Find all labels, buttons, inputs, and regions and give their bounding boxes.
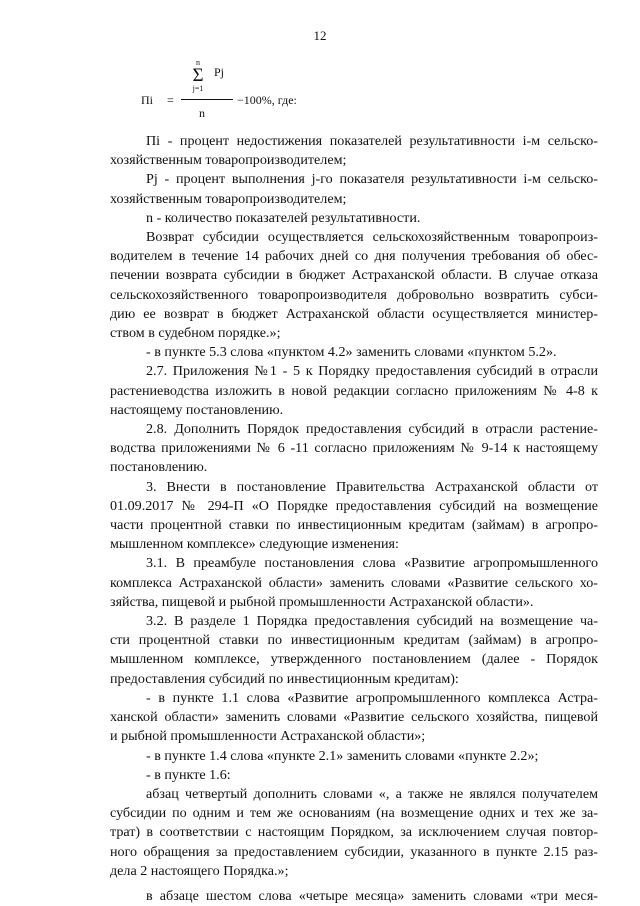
text-line: настоящему постановлению.	[110, 401, 284, 418]
text-line: субсидии по одним и тем же основаниям (на возмещение одних и тех же за-	[110, 805, 598, 822]
text-line: предоставления субсидий по инвестиционным кредитам):	[110, 670, 459, 687]
text-line: растениеводства изложить в новой редакции согласно приложениям № 4-8 к	[110, 382, 598, 399]
text-line: 3.1. В преамбуле постановления слова «Развитие агропромышленного	[146, 555, 598, 572]
formula-sum	[181, 59, 215, 93]
formula-denominator: n	[199, 106, 205, 120]
text-line: абзац четвертый дополнить словами «, а также не являлся получателем	[146, 785, 598, 802]
formula	[141, 55, 361, 120]
text-line: и рыбной промышленности Астраханской области»;	[110, 728, 426, 745]
text-line: - в пункте 1.4 слова «пункте 2.1» заменить словами «пункте 2.2»;	[146, 747, 539, 764]
text-line: Пi - процент недостижения показателей результативности i-м сельско-	[146, 133, 598, 149]
text-line: зяйства, пищевой и рыбной промышленности Астраханской области».	[110, 593, 534, 610]
formula-equals: =	[167, 93, 174, 107]
page-number: 12	[313, 28, 327, 43]
text-line: водителем в течение 14 рабочих дней со дня получения требования об обес-	[110, 248, 598, 265]
text-line: сельскохозяйственного товаропроизводителя добровольно возвратить субси-	[110, 286, 598, 303]
text-line: 2.8. Дополнить Порядок предоставления субсидий в отрасли растение-	[146, 421, 598, 438]
text-line: n - количество показателей результативности.	[146, 209, 421, 226]
text-line: сти процентной ставки по инвестиционным кредитам (займам) в агропро-	[110, 632, 598, 649]
formula-tail: −100%, где:	[237, 93, 297, 107]
text-line: - в пункте 1.6:	[146, 766, 231, 783]
text-line: 3.2. В разделе 1 Порядка предоставления субсидий на возмещение ча-	[146, 613, 598, 630]
text-line: 2.7. Приложения №1 - 5 к Порядку предоставления субсидий в отрасли	[146, 363, 598, 380]
text-line: ством в судебном порядке.»;	[110, 325, 281, 342]
text-line: Pj - процент выполнения j-го показателя результативности i-м сельско-	[146, 171, 598, 188]
text-line: печении возврата субсидии в бюджет Астраханской области. В случае отказа	[110, 267, 598, 284]
text-line: трат) в соответствии с настоящим Порядком, за исключением случая повтор-	[110, 824, 598, 841]
formula-summand: Pj	[214, 65, 225, 79]
text-line: - в пункте 5.3 слова «пунктом 4.2» заменить словами «пунктом 5.2».	[146, 344, 557, 361]
text-line: хозяйственным товаропроизводителем;	[110, 152, 347, 169]
text-line: 01.09.2017 № 294-П «О Порядке предоставления субсидий на возмещение	[110, 497, 598, 514]
formula-lhs: Пi	[141, 93, 153, 107]
text-line: в абзаце шестом слова «четыре месяца» заменить словами «три меся-	[146, 887, 598, 904]
text-line: постановлению.	[110, 459, 208, 476]
text-line: мышленном комплексе, утвержденного постановлением (далее - Порядок	[110, 651, 598, 668]
sum-upper-limit: n	[196, 58, 200, 67]
fraction-bar	[181, 99, 233, 100]
text-line: части процентной ставки по инвестиционным кредитам (займам) в агропро-	[110, 517, 598, 534]
text-line: дию ее возврат в бюджет Астраханской области осуществляется министер-	[110, 305, 598, 322]
text-line: хозяйственным товаропроизводителем;	[110, 190, 347, 207]
text-line: 3. Внести в постановление Правительства Астраханской области от	[146, 478, 598, 495]
text-line: дела 2 настоящего Порядка.»;	[110, 862, 289, 879]
text-line: Возврат субсидии осуществляется сельскохозяйственным товаропроиз-	[146, 229, 598, 246]
body-text	[110, 132, 598, 906]
sum-lower-limit: j=1	[192, 84, 204, 93]
text-line: мышленном комплексе» следующие изменения:	[110, 536, 399, 553]
text-line: ханской области» заменить словами «Развитие сельского хозяйства, пищевой	[110, 709, 598, 726]
text-line: ного обращения за предоставлением субсидии, указанного в пункте 2.15 раз-	[110, 843, 598, 860]
text-line: водства приложениями № 6 -11 согласно приложениям № 9-14 к настоящему	[110, 440, 598, 457]
sum-symbol: Σ	[192, 65, 204, 86]
text-line: - в пункте 1.1 слова «Развитие агропромышленного комплекса Астра-	[146, 689, 598, 706]
text-line: комплекса Астраханской области» заменить словами «Развитие сельского хо-	[110, 574, 598, 591]
